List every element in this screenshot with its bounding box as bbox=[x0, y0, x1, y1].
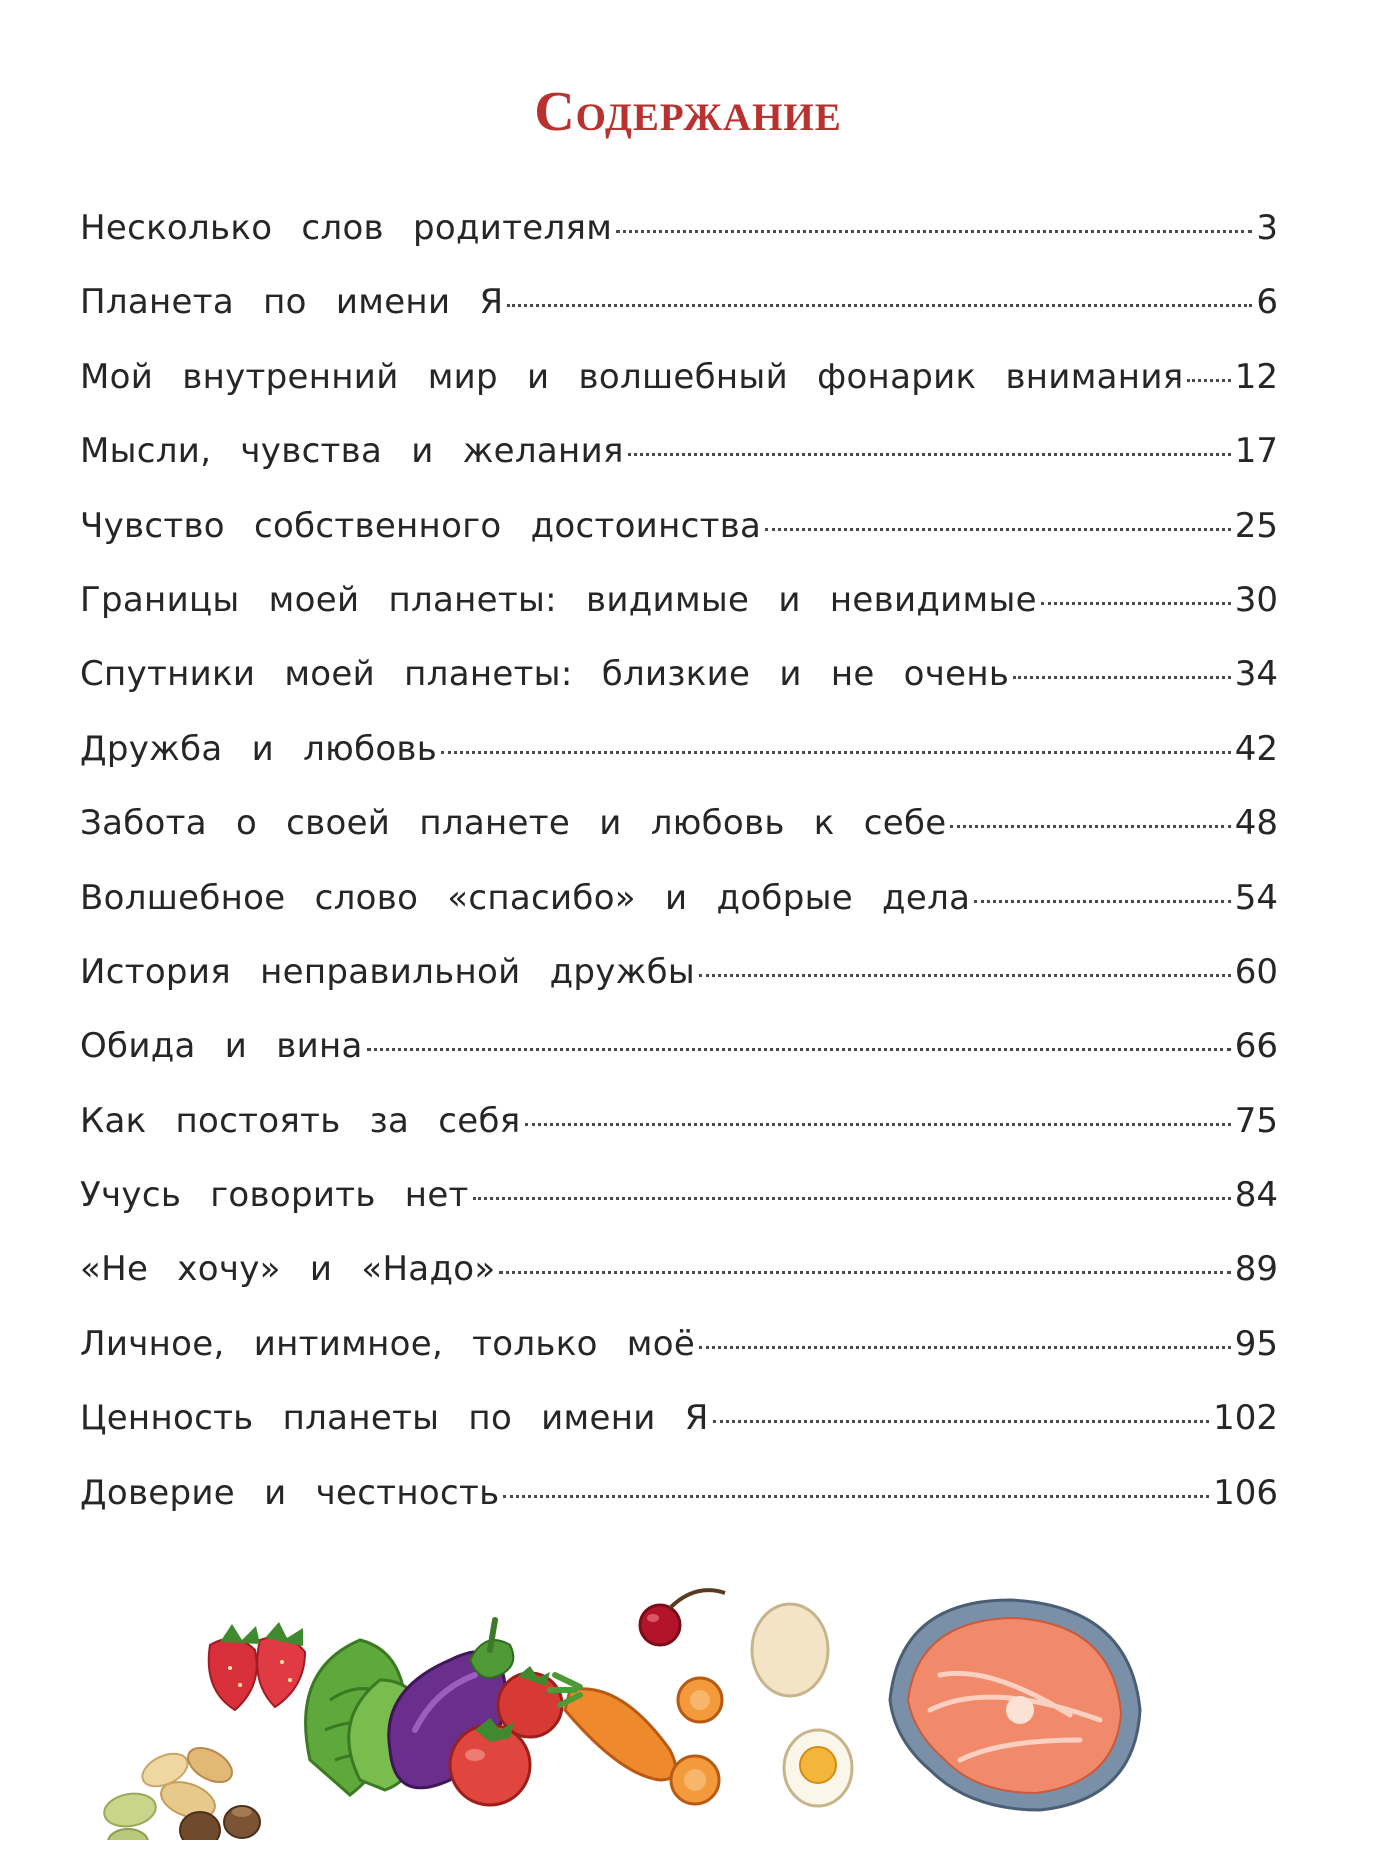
toc-entry-title: Ценность планеты по имени Я bbox=[80, 1398, 709, 1439]
toc-entry-page: 84 bbox=[1234, 1175, 1278, 1216]
toc-entry[interactable] bbox=[80, 1249, 1278, 1323]
toc-entry-page: 60 bbox=[1234, 951, 1278, 992]
toc-entry-title: Спутники моей планеты: близкие и не очень bbox=[80, 654, 1010, 695]
toc-entry[interactable] bbox=[80, 1175, 1278, 1249]
toc-dot-leader bbox=[503, 1495, 1209, 1498]
eggs-icon bbox=[752, 1604, 852, 1806]
toc-entry-title: Обида и вина bbox=[80, 1026, 363, 1067]
nuts-icon bbox=[102, 1741, 260, 1840]
toc-entry-title: «Не хочу» и «Надо» bbox=[80, 1249, 496, 1290]
toc-entry-page: 106 bbox=[1213, 1472, 1278, 1513]
toc-entry-page: 34 bbox=[1234, 654, 1278, 695]
carrot-icon bbox=[550, 1675, 722, 1804]
toc-entry-page: 42 bbox=[1234, 728, 1278, 769]
toc-dot-leader bbox=[699, 1346, 1231, 1349]
toc-dot-leader bbox=[616, 230, 1252, 233]
toc-entry-title: Планета по имени Я bbox=[80, 282, 504, 323]
toc-dot-leader bbox=[974, 900, 1230, 903]
toc-entry-title: История неправильной дружбы bbox=[80, 951, 696, 992]
toc-entry-title: Забота о своей планете и любовь к себе bbox=[80, 803, 947, 844]
toc-dot-leader bbox=[1041, 602, 1231, 605]
toc-entry-title: Учусь говорить нет bbox=[80, 1175, 469, 1216]
toc-entry-page: 54 bbox=[1234, 877, 1278, 918]
toc-entry-page: 25 bbox=[1234, 505, 1278, 546]
toc-entry-page: 66 bbox=[1234, 1026, 1278, 1067]
toc-entry[interactable] bbox=[80, 431, 1278, 505]
toc-entry[interactable] bbox=[80, 1398, 1278, 1472]
toc-entry-title: Мысли, чувства и желания bbox=[80, 431, 624, 472]
toc-dot-leader bbox=[499, 1271, 1230, 1274]
toc-entry-page: 6 bbox=[1256, 282, 1278, 323]
toc-entry-title: Границы моей планеты: видимые и невидимые bbox=[80, 579, 1037, 620]
toc-entry[interactable] bbox=[80, 1026, 1278, 1100]
toc-entry-title: Личное, интимное, только моё bbox=[80, 1323, 696, 1364]
toc-dot-leader bbox=[950, 825, 1230, 828]
toc-entry-title: Доверие и честность bbox=[80, 1472, 500, 1513]
salmon-steak-icon bbox=[890, 1600, 1140, 1810]
toc-entry[interactable] bbox=[80, 952, 1278, 1026]
toc-dot-leader bbox=[1187, 379, 1230, 382]
toc-entry-page: 48 bbox=[1234, 803, 1278, 844]
toc-entry-page: 3 bbox=[1256, 208, 1278, 248]
toc-entry[interactable] bbox=[80, 357, 1278, 431]
toc-entry-title: Волшебное слово «спасибо» и добрые дела bbox=[80, 877, 971, 918]
toc-entry-title: Дружба и любовь bbox=[80, 728, 438, 769]
toc-entry[interactable] bbox=[80, 1101, 1278, 1175]
toc-entry-title: Несколько слов родителям bbox=[80, 208, 613, 248]
toc-entry-page: 95 bbox=[1234, 1323, 1278, 1364]
toc-entry-page: 75 bbox=[1234, 1100, 1278, 1141]
page-title: Содержание bbox=[534, 81, 842, 143]
toc-entry-page: 102 bbox=[1213, 1398, 1278, 1439]
toc-dot-leader bbox=[713, 1420, 1209, 1423]
toc-dot-leader bbox=[473, 1197, 1231, 1200]
toc-entry-page: 17 bbox=[1234, 431, 1278, 472]
toc-dot-leader bbox=[525, 1123, 1231, 1126]
toc-dot-leader bbox=[367, 1048, 1231, 1051]
toc-dot-leader bbox=[507, 304, 1252, 307]
toc-dot-leader bbox=[765, 528, 1231, 531]
toc-dot-leader bbox=[628, 453, 1231, 456]
toc-entry-page: 30 bbox=[1234, 579, 1278, 620]
toc-entry[interactable] bbox=[80, 654, 1278, 728]
toc-entry-title: Как постоять за себя bbox=[80, 1100, 521, 1141]
toc-dot-leader bbox=[1013, 676, 1230, 679]
toc-entry[interactable] bbox=[80, 282, 1278, 356]
table-of-contents bbox=[80, 208, 1278, 1547]
toc-dot-leader bbox=[699, 974, 1231, 977]
toc-entry[interactable] bbox=[80, 506, 1278, 580]
toc-entry[interactable] bbox=[80, 1473, 1278, 1547]
toc-entry-title: Мой внутренний мир и волшебный фонарик внимания bbox=[80, 356, 1184, 397]
toc-entry[interactable] bbox=[80, 580, 1278, 654]
toc-entry-title: Чувство собственного достоинства bbox=[80, 505, 762, 546]
toc-entry[interactable] bbox=[80, 208, 1278, 282]
toc-entry[interactable] bbox=[80, 803, 1278, 877]
toc-entry-page: 89 bbox=[1234, 1249, 1278, 1290]
cherry-icon bbox=[640, 1590, 725, 1645]
food-illustration bbox=[60, 1550, 1320, 1840]
strawberries-icon bbox=[209, 1622, 305, 1710]
toc-dot-leader bbox=[441, 751, 1231, 754]
toc-entry[interactable] bbox=[80, 878, 1278, 952]
toc-entry-page: 12 bbox=[1234, 356, 1278, 397]
toc-entry[interactable] bbox=[80, 1324, 1278, 1398]
toc-entry[interactable] bbox=[80, 729, 1278, 803]
